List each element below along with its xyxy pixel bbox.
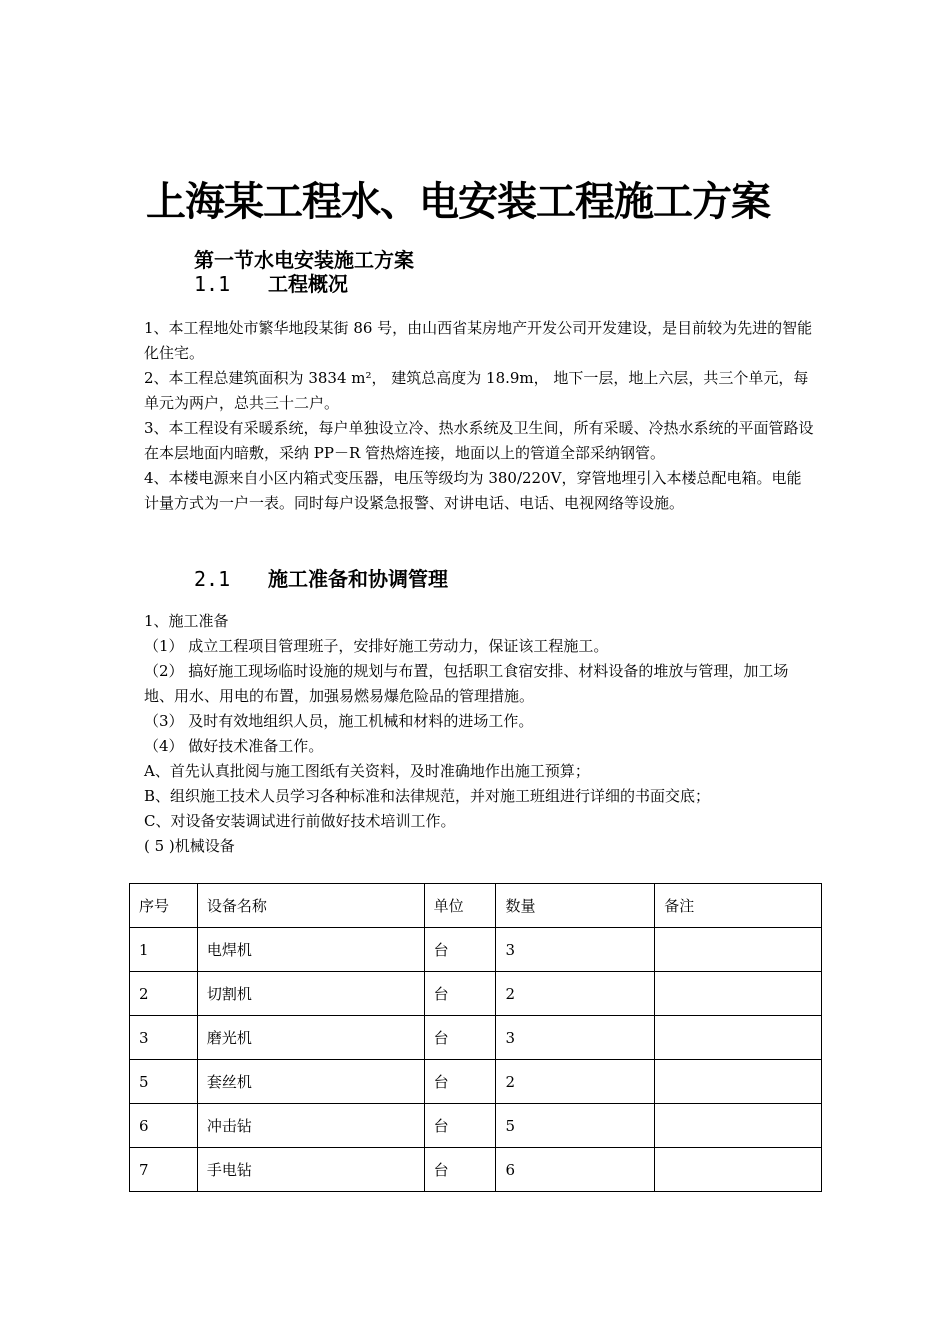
table-cell: 3 <box>496 1016 655 1060</box>
prep-item-8: C、对设备安装调试进行前做好技术培训工作。 <box>144 812 456 830</box>
prep-item-6: A、首先认真批阅与施工图纸有关资料，及时准确地作出施工预算； <box>144 762 590 780</box>
table-cell: 2 <box>496 1060 655 1104</box>
table-cell: 台 <box>424 1016 496 1060</box>
table-cell: 5 <box>496 1104 655 1148</box>
table-cell: 2 <box>130 972 198 1016</box>
prep-item-2: （1） 成立工程项目管理班子，安排好施工劳动力，保证该工程施工。 <box>144 637 609 655</box>
prep-item-7: B、组织施工技术人员学习各种标准和法律规范，并对施工班组进行详细的书面交底； <box>144 787 711 805</box>
table-cell: 切割机 <box>197 972 424 1016</box>
table-cell: 磨光机 <box>197 1016 424 1060</box>
table-cell: 台 <box>424 928 496 972</box>
table-cell <box>655 1104 822 1148</box>
document-title: 上海某工程水、电安装工程施工方案 <box>146 178 770 225</box>
prep-item-9: ( 5 )机械设备 <box>144 837 235 855</box>
equipment-table <box>129 883 822 1192</box>
table-row <box>130 972 822 1016</box>
table-cell <box>655 1016 822 1060</box>
table-cell: 台 <box>424 1148 496 1192</box>
table-cell: 5 <box>130 1060 198 1104</box>
table-cell: 套丝机 <box>197 1060 424 1104</box>
heading-text: 施工准备和协调管理 <box>268 567 448 591</box>
overview-item-2: 2、本工程总建筑面积为 3834 m²， 建筑总高度为 18.9m， 地下一层，地上六层，共三个单元，每单元为两户，总共三十二户。 <box>144 369 809 412</box>
header-cell: 单位 <box>424 884 496 928</box>
table-cell: 1 <box>130 928 198 972</box>
overview-paragraphs <box>144 316 816 516</box>
table-cell: 冲击钻 <box>197 1104 424 1148</box>
table-cell: 手电钻 <box>197 1148 424 1192</box>
table-cell: 电焊机 <box>197 928 424 972</box>
table-cell: 台 <box>424 972 496 1016</box>
table-cell: 7 <box>130 1148 198 1192</box>
header-cell: 设备名称 <box>197 884 424 928</box>
header-cell: 数量 <box>496 884 655 928</box>
table-cell: 3 <box>496 928 655 972</box>
table-row <box>130 1016 822 1060</box>
prep-item-4: （3） 及时有效地组织人员，施工机械和材料的进场工作。 <box>144 712 534 730</box>
table-row <box>130 1060 822 1104</box>
overview-item-1: 1、本工程地处市繁华地段某街 86 号，由山西省某房地产开发公司开发建设，是目前较为先进的智能化住宅。 <box>144 319 813 362</box>
overview-item-4: 4、本楼电源来自小区内箱式变压器，电压等级均为 380/220V，穿管地埋引入本楼总配电箱。电能计量方式为一户一表。同时每户设紧急报警、对讲电话、电话、电视网络等设施。 <box>144 469 802 512</box>
section-title: 第一节水电安装施工方案 <box>194 248 414 272</box>
table-cell <box>655 1148 822 1192</box>
heading-number: 1.1 <box>194 272 231 296</box>
table-header-row <box>130 884 822 928</box>
table-cell: 台 <box>424 1104 496 1148</box>
overview-item-3: 3、本工程设有采暖系统，每户单独设立冷、热水系统及卫生间，所有采暖、冷热水系统的平面管路设在本层地面内暗敷，采纳 PP－R 管热熔连接，地面以上的管道全部采纳钢管。 <box>144 419 814 462</box>
table-cell: 6 <box>130 1104 198 1148</box>
header-cell: 序号 <box>130 884 198 928</box>
table-row <box>130 1104 822 1148</box>
heading-1-1 <box>194 268 348 297</box>
table-cell: 3 <box>130 1016 198 1060</box>
table-row <box>130 1148 822 1192</box>
preparation-paragraphs <box>144 609 816 859</box>
table-cell: 2 <box>496 972 655 1016</box>
heading-text: 工程概况 <box>268 272 348 296</box>
table-cell <box>655 972 822 1016</box>
prep-item-3: （2） 搞好施工现场临时设施的规划与布置，包括职工食宿安排、材料设备的堆放与管理，加工场地、用水、用电的布置，加强易燃易爆危险品的管理措施。 <box>144 662 789 705</box>
prep-item-5: （4） 做好技术准备工作。 <box>144 737 324 755</box>
prep-item-1: 1、施工准备 <box>144 612 229 630</box>
table-cell: 台 <box>424 1060 496 1104</box>
table-cell: 6 <box>496 1148 655 1192</box>
header-cell: 备注 <box>655 884 822 928</box>
table-row <box>130 928 822 972</box>
table-cell <box>655 928 822 972</box>
table-cell <box>655 1060 822 1104</box>
heading-2-1 <box>194 563 448 592</box>
heading-number: 2.1 <box>194 567 231 591</box>
